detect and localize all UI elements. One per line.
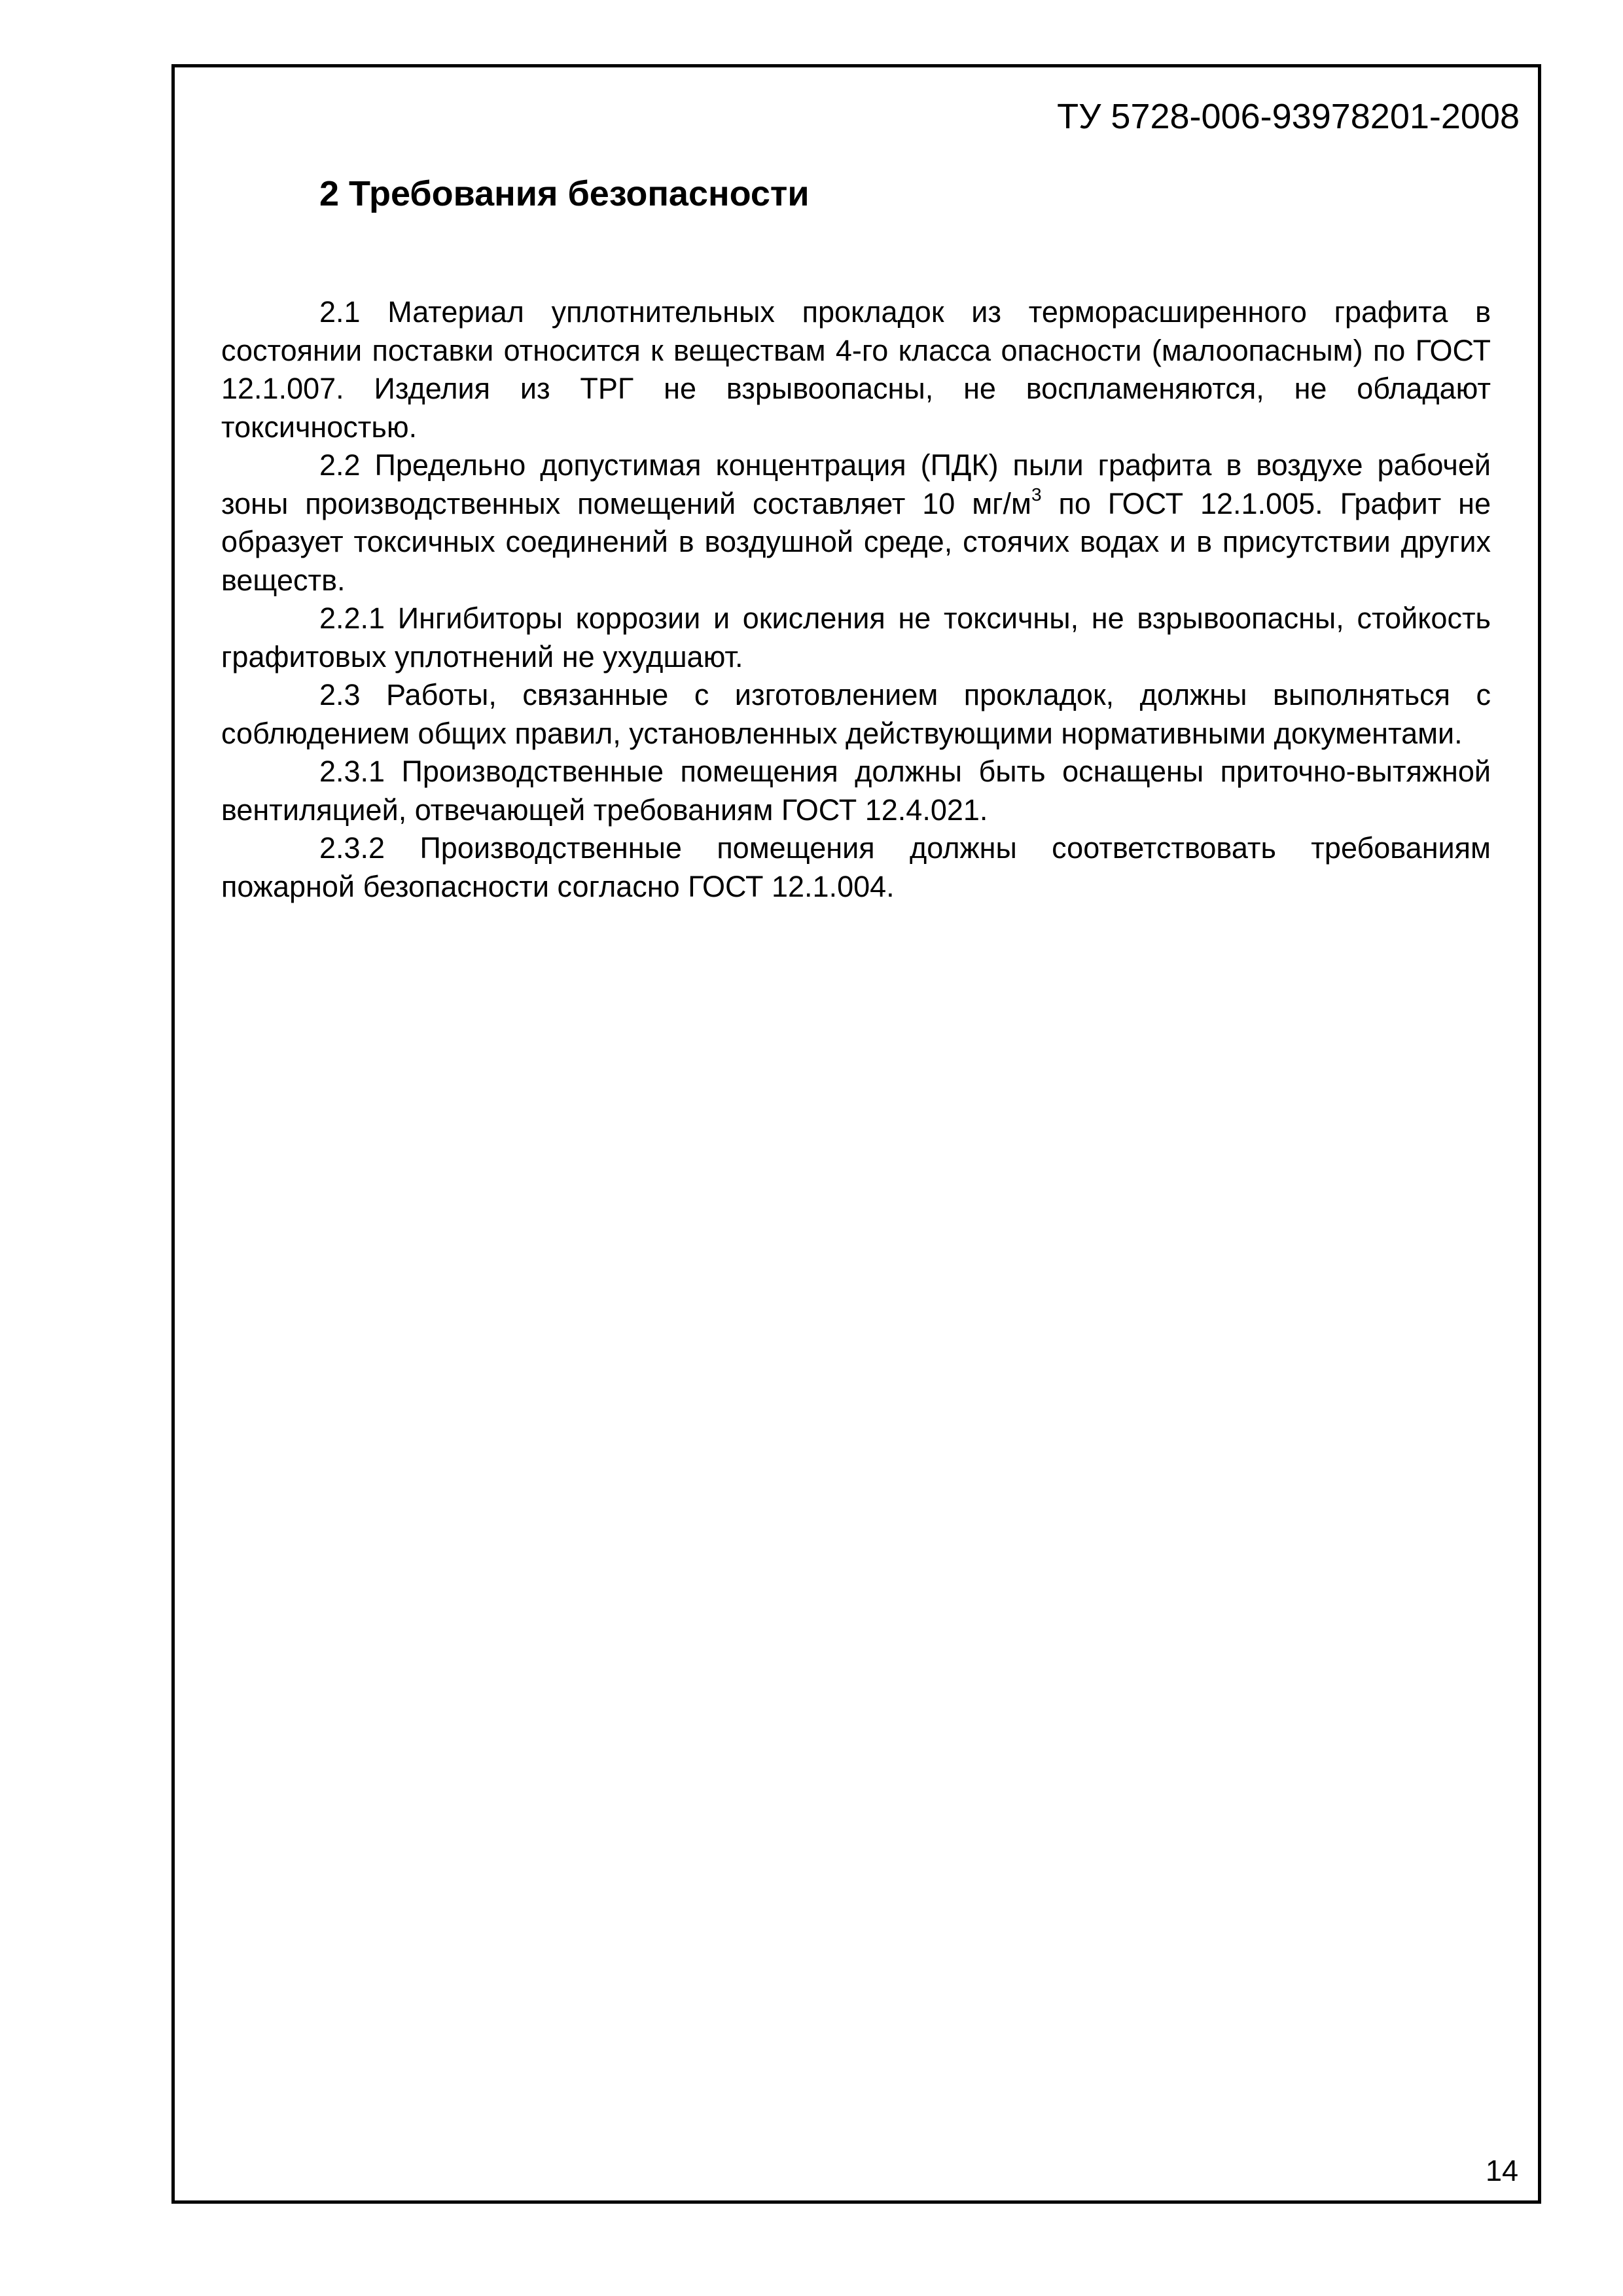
paragraph-2-3-2: 2.3.2 Производственные помещения должны соответствовать требованиям пожарной безопасности согласно ГОСТ 12.1.004. [221,831,1491,903]
paragraph-2-2 [221,446,1491,600]
paragraph-2-2-text-after: по ГОСТ 12.1.005. Графит не образует токсичных соединений в воздушной среде, стоячих водах и в присутствии других веществ. [221,486,1491,597]
page-number: 14 [1485,2154,1518,2187]
paragraph-2-2-1: 2.2.1 Ингибиторы коррозии и окисления не токсичны, не взрывоопасны, стойкость графитовых уплотнений не ухудшают. [221,601,1491,673]
paragraph-2-2-text-before: 2.2 Предельно допустимая концентрация (ПДК) пыли графита в воздухе рабочей зоны производственных помещений составляет 10 мг/м [221,448,1491,520]
paragraph-2-3: 2.3 Работы, связанные с изготовлением прокладок, должны выполняться с соблюдением общих правил, установленных действующими нормативными документами. [221,678,1491,750]
section-title: 2 Требования безопасности [319,174,810,213]
section-body [221,293,1491,906]
paragraph-2-3-1: 2.3.1 Производственные помещения должны быть оснащены приточно-вытяжной вентиляцией, отвечающей требованиям ГОСТ 12.4.021. [221,755,1491,827]
document-code: ТУ 5728-006-93978201-2008 [1057,97,1520,136]
paragraph-2-1: 2.1 Материал уплотнительных прокладок из терморасширенного графита в состоянии поставки относится к веществам 4-го класса опасности (малоопасным) по ГОСТ 12.1.007. Изделия из ТРГ не взрывоопасны, не воспламеняются, не обладают токсичностью. [221,295,1491,444]
superscript-3: 3 [1031,484,1042,505]
